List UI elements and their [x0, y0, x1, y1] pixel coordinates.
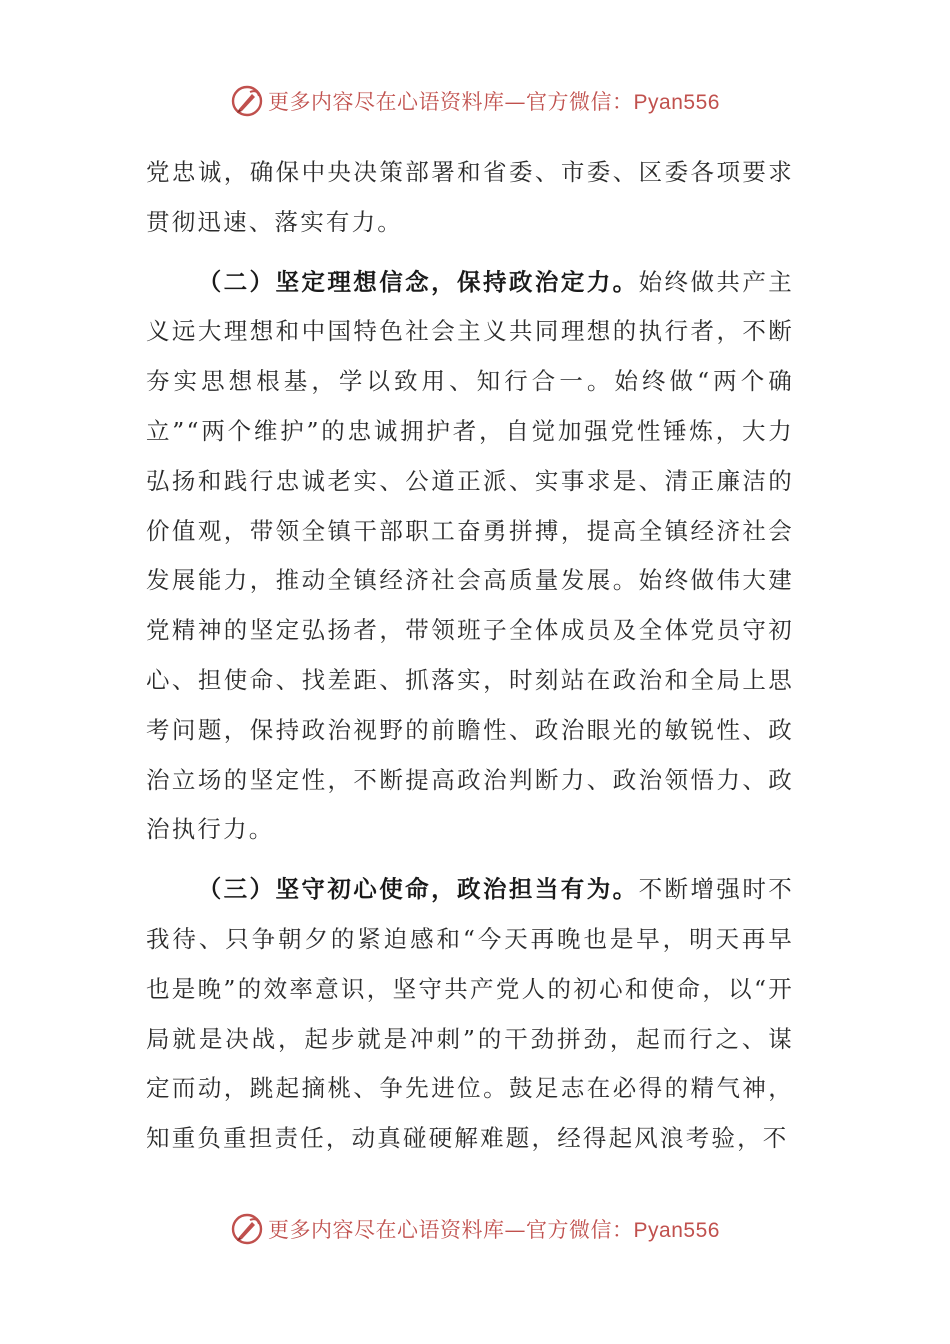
pen-logo-icon — [230, 1212, 264, 1246]
paragraph-text: 不断增强时不我待、只争朝夕的紧迫感和“今天再晚也是早，明天再早也是晚”的效率意识，坚守共产党人的初心和使命，以“开局就是决战，起步就是冲刺”的干劲拼劲，起而行之、谋定而动，跳起摘桃、争先进位。鼓足志在必得的精气神，知重负重担责任，动真碰硬解难题，经得起风浪考验，不 — [146, 875, 794, 1153]
banner-contact-label: 官方微信： — [526, 1218, 634, 1242]
paragraph-section-2 — [146, 258, 794, 856]
banner-contact-id: Pyan556 — [633, 91, 720, 114]
paragraph-text: 党忠诚，确保中央决策部署和省委、市委、区委各项要求贯彻迅速、落实有力。 — [146, 158, 794, 236]
banner-contact-label: 官方微信： — [526, 90, 634, 114]
paragraph-continuation — [146, 148, 794, 248]
banner-text — [268, 1214, 720, 1244]
banner-separator: — — [504, 90, 527, 114]
paragraph-section-3 — [146, 865, 794, 1164]
footer-banner — [0, 1212, 950, 1246]
banner-title: 更多内容尽在心语资料库 — [268, 90, 505, 114]
paragraph-text: 始终做共产主义远大理想和中国特色社会主义共同理想的执行者，不断夯实思想根基，学以致用、知行合一。始终做“两个确立”“两个维护”的忠诚拥护者，自觉加强党性锤炼，大力弘扬和践行忠诚老实、公道正派、实事求是、清正廉洁的价值观，带领全镇干部职工奋勇拼搏，提高全镇经济社会发展能力，推动全镇经济社会高质量发展。始终做伟大建党精神的坚定弘扬者，带领班子全体成员及全体党员守初心、担使命、找差距、抓落实，时刻站在政治和全局上思考问题，保持政治视野的前瞻性、政治眼光的敏锐性、政治立场的坚定性，不断提高政治判断力、政治领悟力、政治执行力。 — [146, 267, 794, 844]
section-heading: （二）坚定理想信念，保持政治定力。 — [197, 267, 639, 296]
banner-title: 更多内容尽在心语资料库 — [268, 1218, 505, 1242]
header-banner — [0, 84, 950, 118]
banner-contact-id: Pyan556 — [633, 1219, 720, 1242]
banner-separator: — — [504, 1218, 527, 1242]
pen-logo-icon — [230, 84, 264, 118]
banner-text — [268, 86, 720, 116]
section-heading: （三）坚守初心使命，政治担当有为。 — [197, 875, 639, 904]
document-body — [146, 148, 794, 1164]
